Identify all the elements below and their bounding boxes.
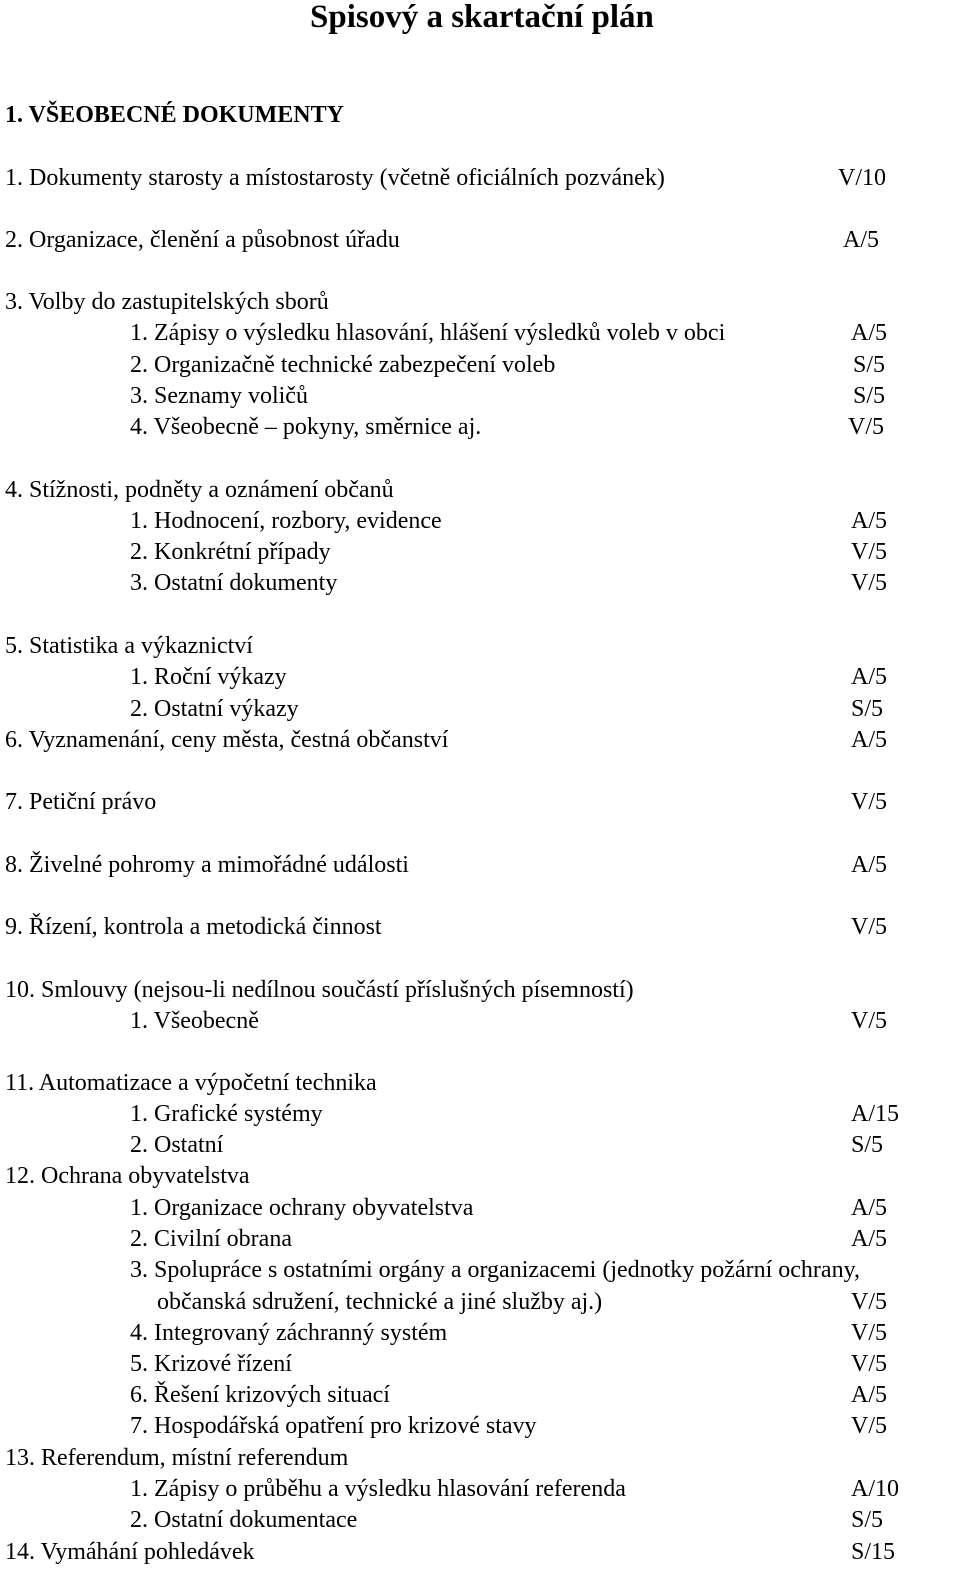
retention-code: A/5	[851, 1195, 887, 1221]
list-item-text: 1. Hodnocení, rozbory, evidence	[130, 508, 442, 534]
list-item-text: občanská sdružení, technické a jiné služby aj.)	[157, 1289, 603, 1315]
list-item-text: 1. Zápisy o výsledku hlasování, hlášení výsledků voleb v obci	[130, 320, 726, 346]
retention-code: V/5	[851, 539, 887, 565]
list-item-text: 1. Roční výkazy	[130, 664, 287, 690]
retention-code: A/15	[851, 1101, 899, 1127]
list-item-text: 2. Organizace, členění a působnost úřadu	[5, 227, 400, 253]
list-item-text: 14. Vymáhání pohledávek	[5, 1539, 255, 1565]
list-item-text: 1. Všeobecně	[130, 1008, 259, 1034]
list-item-text: 4. Všeobecně – pokyny, směrnice aj.	[130, 414, 482, 440]
list-item-text: 1. Zápisy o průběhu a výsledku hlasování referenda	[130, 1476, 626, 1502]
list-item-text: 1. Organizace ochrany obyvatelstva	[130, 1195, 474, 1221]
list-item-text: 6. Vyznamenání, ceny města, čestná občanství	[5, 727, 449, 753]
retention-code: V/5	[851, 570, 887, 596]
list-item-text: 3. Volby do zastupitelských sborů	[5, 289, 329, 315]
list-item-text: 2. Organizačně technické zabezpečení voleb	[130, 352, 556, 378]
list-item-text: 6. Řešení krizových situací	[130, 1382, 390, 1408]
list-item-text: 10. Smlouvy (nejsou-li nedílnou součástí příslušných písemností)	[5, 977, 634, 1003]
list-item-text: 3. Spolupráce s ostatními orgány a organizacemi (jednotky požární ochrany,	[130, 1257, 861, 1283]
retention-code: S/5	[851, 1132, 884, 1158]
list-item-text: 2. Ostatní dokumentace	[130, 1507, 358, 1533]
retention-code: V/5	[851, 1351, 887, 1377]
list-item-text: 3. Seznamy voličů	[130, 383, 308, 409]
retention-code: A/5	[851, 727, 887, 753]
list-item-text: 7. Hospodářská opatření pro krizové stavy	[130, 1413, 537, 1439]
retention-code: S/5	[853, 352, 886, 378]
retention-code: A/5	[851, 508, 887, 534]
list-item-text: 7. Petiční právo	[5, 789, 157, 815]
retention-code: V/5	[851, 1413, 887, 1439]
retention-code: S/5	[853, 383, 886, 409]
retention-code: V/5	[851, 1008, 887, 1034]
list-item-text: 12. Ochrana obyvatelstva	[5, 1163, 250, 1189]
section-heading: 1. VŠEOBECNÉ DOKUMENTY	[5, 102, 344, 128]
retention-code: A/5	[851, 852, 887, 878]
list-item-text: 9. Řízení, kontrola a metodická činnost	[5, 914, 382, 940]
list-item-text: 5. Statistika a výkaznictví	[5, 633, 253, 659]
retention-code: S/15	[851, 1539, 896, 1565]
list-item-text: 11. Automatizace a výpočetní technika	[5, 1070, 377, 1096]
retention-code: A/10	[851, 1476, 899, 1502]
list-item-text: 4. Integrovaný záchranný systém	[130, 1320, 448, 1346]
retention-code: V/5	[851, 914, 887, 940]
list-item-text: 8. Živelné pohromy a mimořádné události	[5, 852, 409, 878]
retention-code: V/5	[851, 789, 887, 815]
list-item-text: 1. Grafické systémy	[130, 1101, 323, 1127]
retention-code: A/5	[851, 664, 887, 690]
retention-code: S/5	[851, 696, 884, 722]
retention-code: S/5	[851, 1507, 884, 1533]
page-title: Spisový a skartační plán	[310, 0, 654, 35]
list-item-text: 2. Ostatní	[130, 1132, 224, 1158]
retention-code: V/10	[838, 165, 886, 191]
retention-code: V/5	[848, 414, 884, 440]
list-item-text: 13. Referendum, místní referendum	[5, 1445, 349, 1471]
retention-code: A/5	[851, 1382, 887, 1408]
retention-code: A/5	[843, 227, 879, 253]
list-item-text: 2. Konkrétní případy	[130, 539, 331, 565]
list-item-text: 2. Ostatní výkazy	[130, 696, 299, 722]
retention-code: A/5	[851, 1226, 887, 1252]
retention-code: A/5	[851, 320, 887, 346]
list-item-text: 4. Stížnosti, podněty a oznámení občanů	[5, 477, 394, 503]
list-item-text: 1. Dokumenty starosty a místostarosty (včetně oficiálních pozvánek)	[5, 165, 665, 191]
list-item-text: 5. Krizové řízení	[130, 1351, 292, 1377]
retention-code: V/5	[851, 1289, 887, 1315]
retention-code: V/5	[851, 1320, 887, 1346]
list-item-text: 3. Ostatní dokumenty	[130, 570, 338, 596]
list-item-text: 2. Civilní obrana	[130, 1226, 292, 1252]
